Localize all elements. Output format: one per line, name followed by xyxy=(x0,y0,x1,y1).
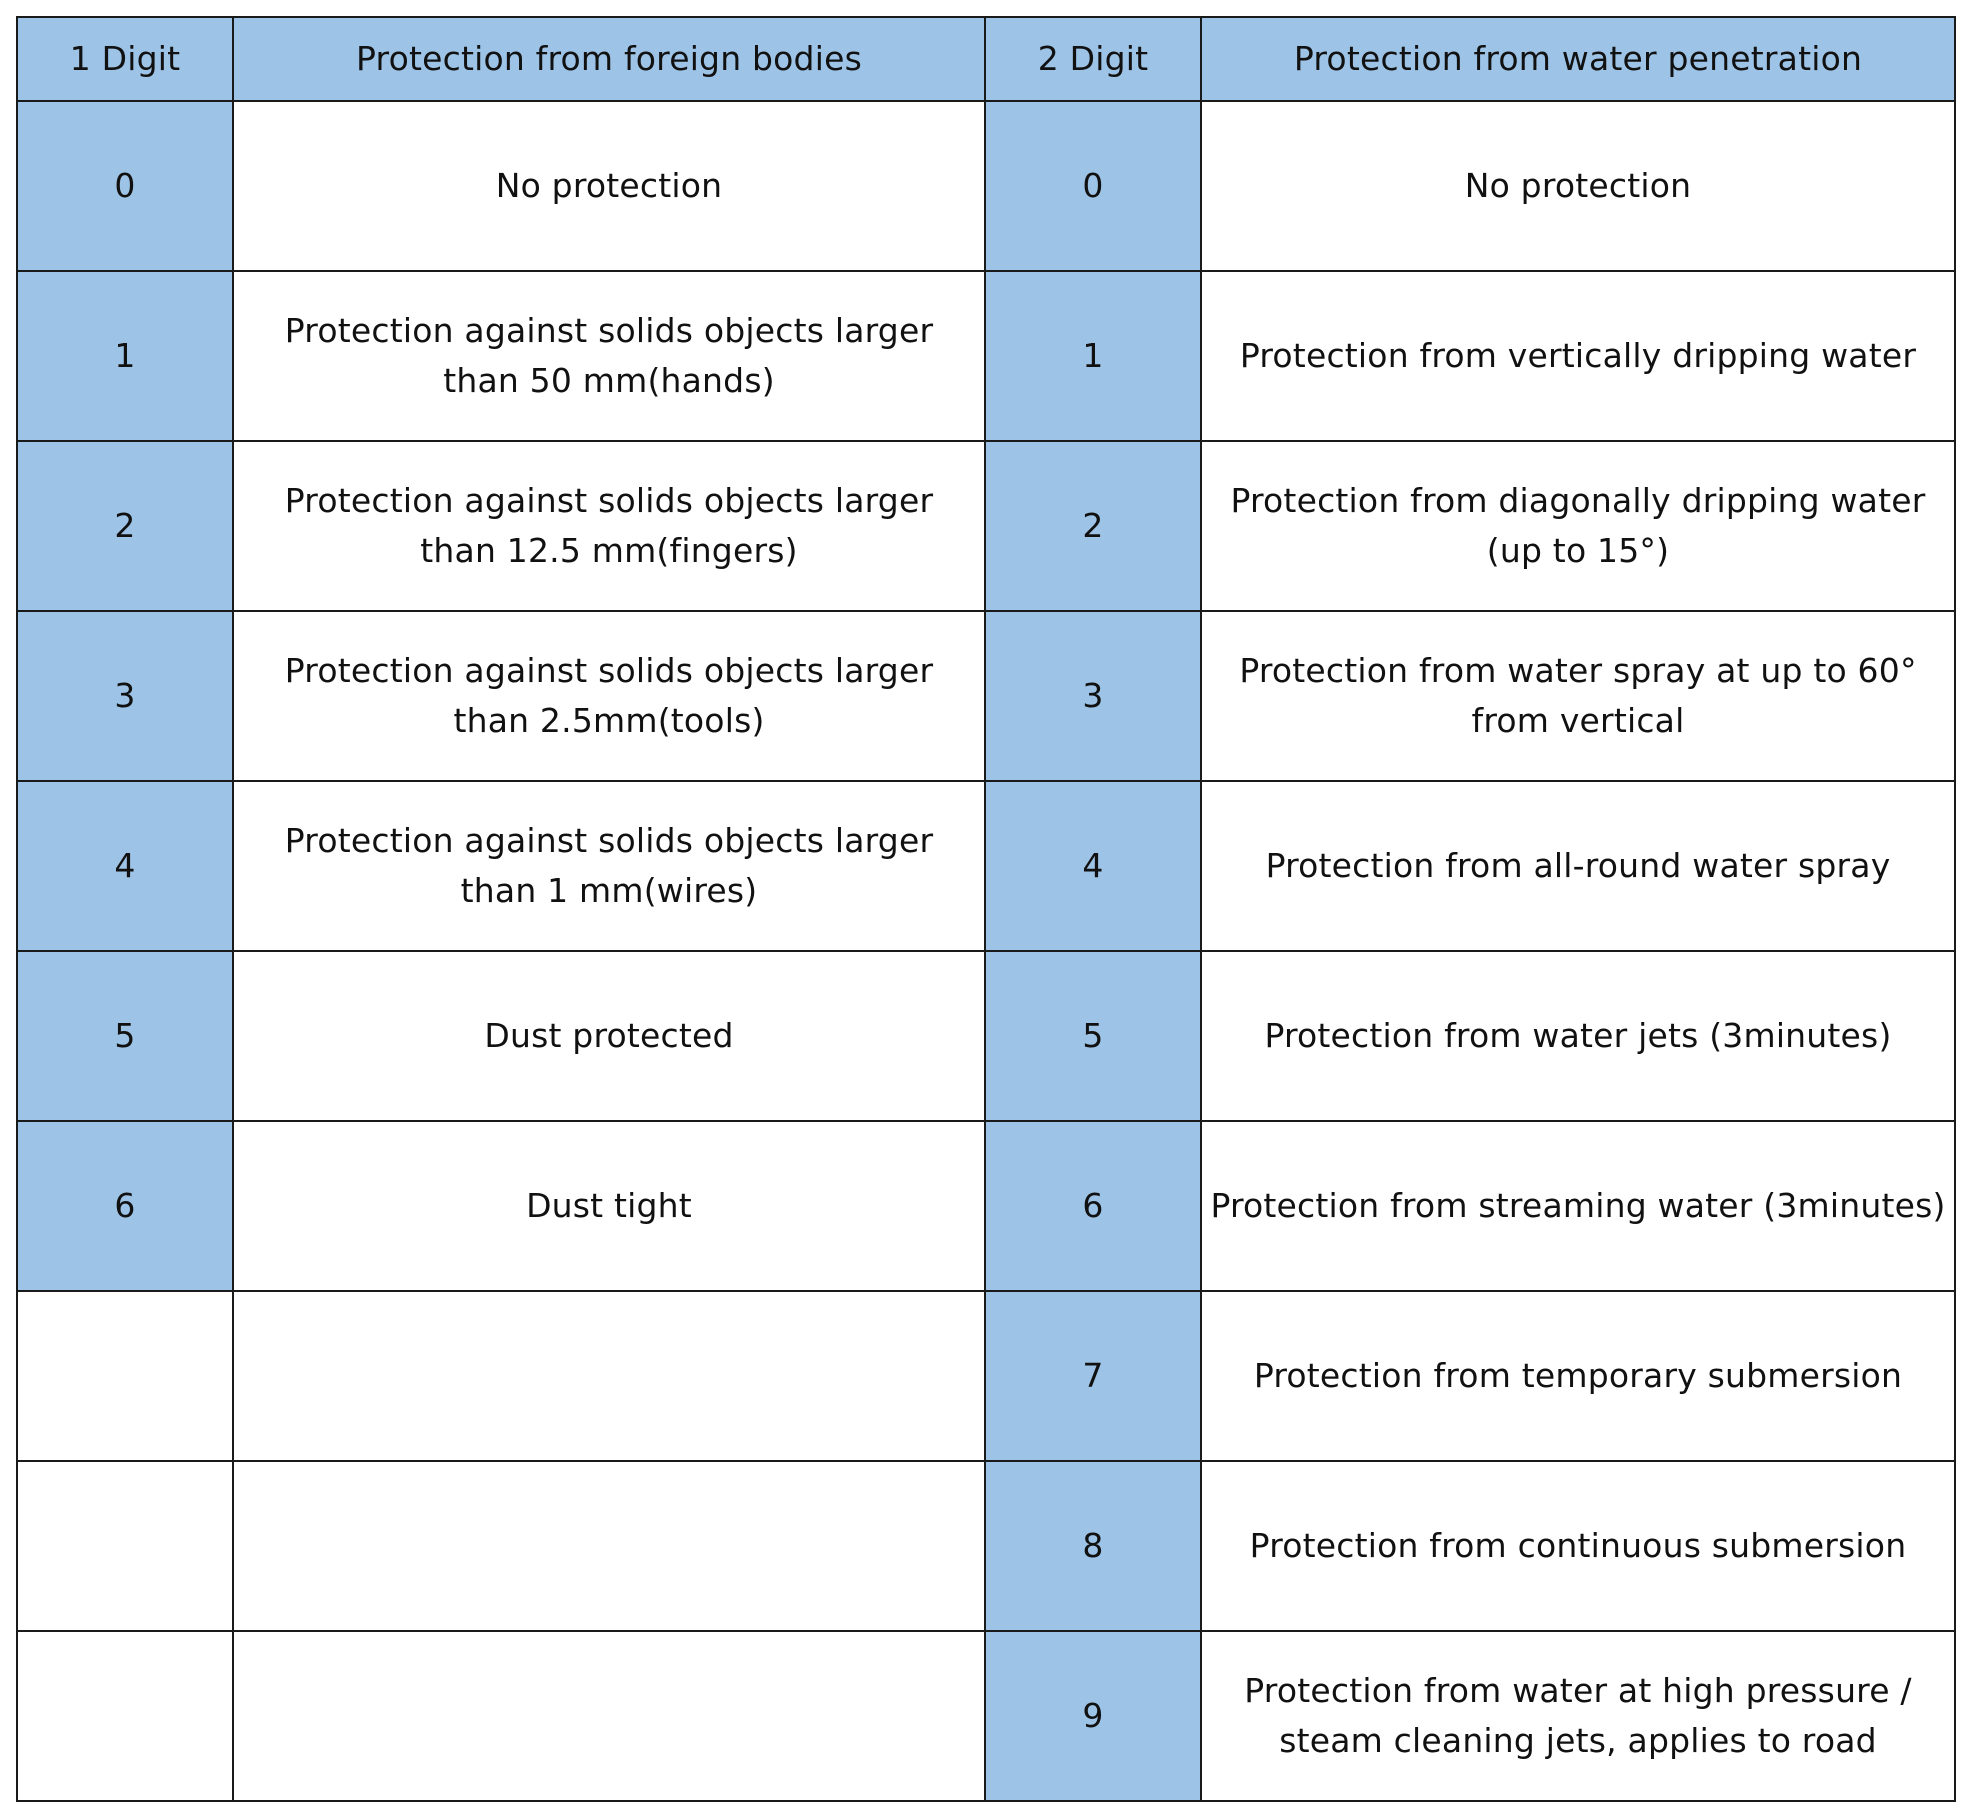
first-digit-cell xyxy=(17,1631,233,1801)
second-digit-cell: 4 xyxy=(985,781,1201,951)
water-penetration-cell: Protection from temporary submersion xyxy=(1201,1291,1955,1461)
water-penetration-cell: Protection from vertically dripping water xyxy=(1201,271,1955,441)
foreign-bodies-cell xyxy=(233,1461,985,1631)
first-digit-cell: 5 xyxy=(17,951,233,1121)
water-penetration-cell: Protection from streaming water (3minutes) xyxy=(1201,1121,1955,1291)
water-penetration-cell: Protection from water spray at up to 60° from vertical xyxy=(1201,611,1955,781)
second-digit-cell: 1 xyxy=(985,271,1201,441)
foreign-bodies-cell: Dust protected xyxy=(233,951,985,1121)
header-second-digit: 2 Digit xyxy=(985,17,1201,101)
foreign-bodies-cell xyxy=(233,1631,985,1801)
water-penetration-cell: No protection xyxy=(1201,101,1955,271)
second-digit-cell: 3 xyxy=(985,611,1201,781)
table-row xyxy=(17,271,1955,441)
foreign-bodies-cell: Protection against solids objects larger than 2.5mm(tools) xyxy=(233,611,985,781)
foreign-bodies-cell: Dust tight xyxy=(233,1121,985,1291)
first-digit-cell: 4 xyxy=(17,781,233,951)
foreign-bodies-cell: No protection xyxy=(233,101,985,271)
second-digit-cell: 6 xyxy=(985,1121,1201,1291)
foreign-bodies-cell: Protection against solids objects larger than 50 mm(hands) xyxy=(233,271,985,441)
water-penetration-cell: Protection from all-round water spray xyxy=(1201,781,1955,951)
first-digit-cell: 6 xyxy=(17,1121,233,1291)
second-digit-cell: 0 xyxy=(985,101,1201,271)
table-row xyxy=(17,441,1955,611)
table-row xyxy=(17,951,1955,1121)
table-row xyxy=(17,101,1955,271)
header-water-penetration: Protection from water penetration xyxy=(1201,17,1955,101)
ip-rating-table xyxy=(16,16,1956,1802)
header-first-digit: 1 Digit xyxy=(17,17,233,101)
first-digit-cell: 0 xyxy=(17,101,233,271)
foreign-bodies-cell: Protection against solids objects larger than 12.5 mm(fingers) xyxy=(233,441,985,611)
first-digit-cell xyxy=(17,1291,233,1461)
second-digit-cell: 7 xyxy=(985,1291,1201,1461)
table-row xyxy=(17,1291,1955,1461)
table-row xyxy=(17,1631,1955,1801)
water-penetration-cell: Protection from diagonally dripping water (up to 15°) xyxy=(1201,441,1955,611)
second-digit-cell: 2 xyxy=(985,441,1201,611)
table-row xyxy=(17,1121,1955,1291)
header-foreign-bodies: Protection from foreign bodies xyxy=(233,17,985,101)
water-penetration-cell: Protection from continuous submersion xyxy=(1201,1461,1955,1631)
foreign-bodies-cell xyxy=(233,1291,985,1461)
first-digit-cell: 2 xyxy=(17,441,233,611)
second-digit-cell: 9 xyxy=(985,1631,1201,1801)
table-row xyxy=(17,611,1955,781)
water-penetration-cell: Protection from water at high pressure / steam cleaning jets, applies to road xyxy=(1201,1631,1955,1801)
second-digit-cell: 5 xyxy=(985,951,1201,1121)
table-row xyxy=(17,1461,1955,1631)
header-row xyxy=(17,17,1955,101)
water-penetration-cell: Protection from water jets (3minutes) xyxy=(1201,951,1955,1121)
foreign-bodies-cell: Protection against solids objects larger than 1 mm(wires) xyxy=(233,781,985,951)
first-digit-cell xyxy=(17,1461,233,1631)
first-digit-cell: 1 xyxy=(17,271,233,441)
first-digit-cell: 3 xyxy=(17,611,233,781)
table-row xyxy=(17,781,1955,951)
second-digit-cell: 8 xyxy=(985,1461,1201,1631)
